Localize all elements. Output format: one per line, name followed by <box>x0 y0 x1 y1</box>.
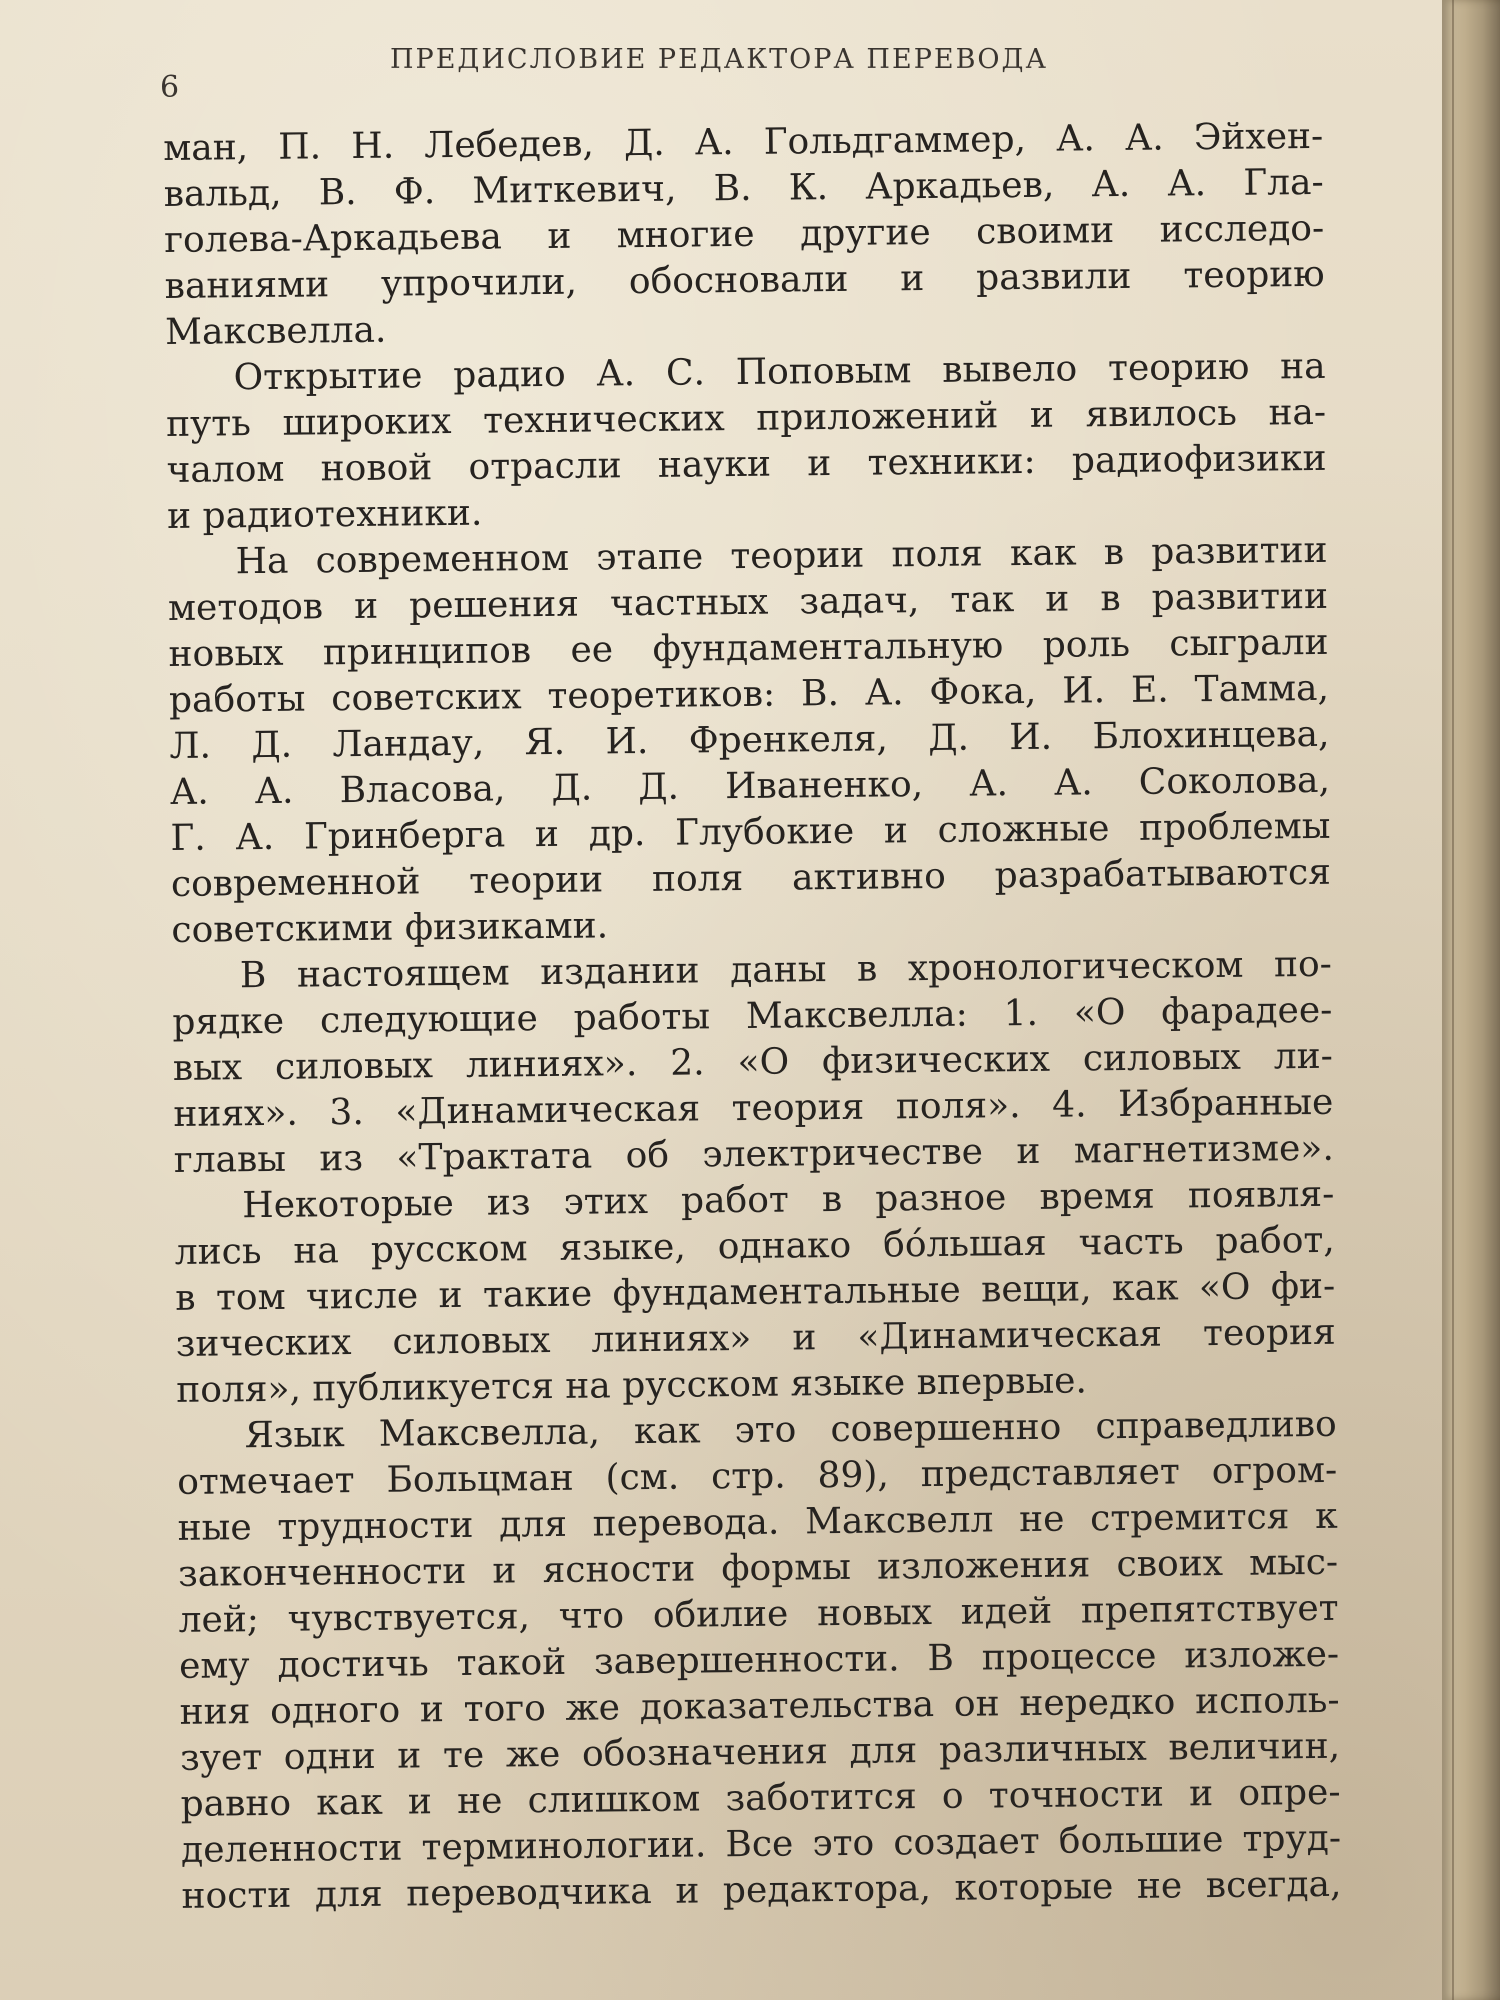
text-line: вых силовых линиях». 2. «О физических силовых ли- <box>172 1035 1334 1089</box>
body-text <box>163 114 1342 1920</box>
text-line: законченности и ясности формы изложения своих мыс- <box>177 1541 1339 1595</box>
text-line: равно как и не слишком заботится о точности и опре- <box>180 1771 1341 1825</box>
text-line: путь широких технических приложений и явилось на- <box>165 391 1327 445</box>
text-line: ные трудности для перевода. Максвелл не стремится к <box>177 1495 1338 1549</box>
text-line: Г. А. Гринберга и др. Глубокие и сложные проблемы <box>170 805 1331 859</box>
text-line: лись на русском языке, однако бо́льшая часть работ, <box>174 1219 1335 1273</box>
text-line: вальд, В. Ф. Миткевич, В. К. Аркадьев, А. А. Гла- <box>163 161 1324 215</box>
text-line: современной теории поля активно разрабатываются <box>170 851 1332 905</box>
text-line: ваниями упрочили, обосновали и развили теорию <box>164 253 1325 307</box>
text-line: новых принципов ее фундаментальную роль сыграли <box>168 621 1329 675</box>
text-line: Некоторые из этих работ в разное время появля- <box>242 1173 1335 1227</box>
text-line: в том числе и такие фундаментальные вещи, как «О фи- <box>175 1265 1336 1319</box>
page-number: 6 <box>160 70 180 105</box>
text-line: Открытие радио А. С. Поповым вывело теорию на <box>233 345 1326 399</box>
text-line: рядке следующие работы Максвелла: 1. «О фарадее- <box>172 989 1333 1043</box>
text-line: главы из «Трактата об электричестве и магнетизме». <box>173 1127 1334 1181</box>
text-line: А. А. Власова, Д. Д. Иваненко, А. А. Соколова, <box>169 759 1331 813</box>
text-line: советскими физиками. <box>171 905 609 951</box>
text-line: работы советских теоретиков: В. А. Фока, И. Е. Тамма, <box>168 667 1330 721</box>
text-line: ему достичь такой завершенности. В процессе изложе- <box>178 1633 1340 1687</box>
text-line: поля», публикуется на русском языке впервые. <box>176 1360 1088 1411</box>
text-line: отмечает Больцман (см. стр. 89), представляет огром- <box>176 1449 1338 1503</box>
text-line: и радиотехники. <box>166 492 483 537</box>
text-line: ности для переводчика и редактора, которые не всегда, <box>181 1863 1342 1917</box>
text-line: На современном этапе теории поля как в развитии <box>235 529 1328 583</box>
text-line: зует одни и те же обозначения для различных величин, <box>179 1725 1341 1779</box>
text-line: методов и решения частных задач, так и в развитии <box>167 575 1329 629</box>
text-line: Максвелла. <box>164 309 387 353</box>
text-line: голева-Аркадьева и многие другие своими исследо- <box>163 207 1325 261</box>
text-line: ман, П. Н. Лебедев, Д. А. Гольдгаммер, А. А. Эйхен- <box>163 115 1324 169</box>
text-line: В настоящем издании даны в хронологическом по- <box>239 943 1333 997</box>
text-line: деленности терминологии. Все это создает большие труд- <box>180 1817 1342 1871</box>
running-title: ПРЕДИСЛОВИЕ РЕДАКТОРА ПЕРЕВОДА <box>390 44 1048 75</box>
text-line: Л. Д. Ландау, Я. И. Френкеля, Д. И. Блохинцева, <box>169 713 1330 767</box>
text-line: зических силовых линиях» и «Динамическая теория <box>175 1311 1336 1365</box>
text-line: чалом новой отрасли науки и техники: радиофизики <box>166 437 1327 491</box>
text-line: Язык Максвелла, как это совершенно справедливо <box>244 1403 1337 1457</box>
text-line: ния одного и того же доказательства он нередко исполь- <box>179 1679 1340 1733</box>
text-line: ниях». 3. «Динамическая теория поля». 4. Избранные <box>173 1081 1334 1135</box>
page-fold-edge <box>1442 0 1500 2000</box>
text-line: лей; чувствуется, что обилие новых идей препятствует <box>178 1587 1339 1641</box>
